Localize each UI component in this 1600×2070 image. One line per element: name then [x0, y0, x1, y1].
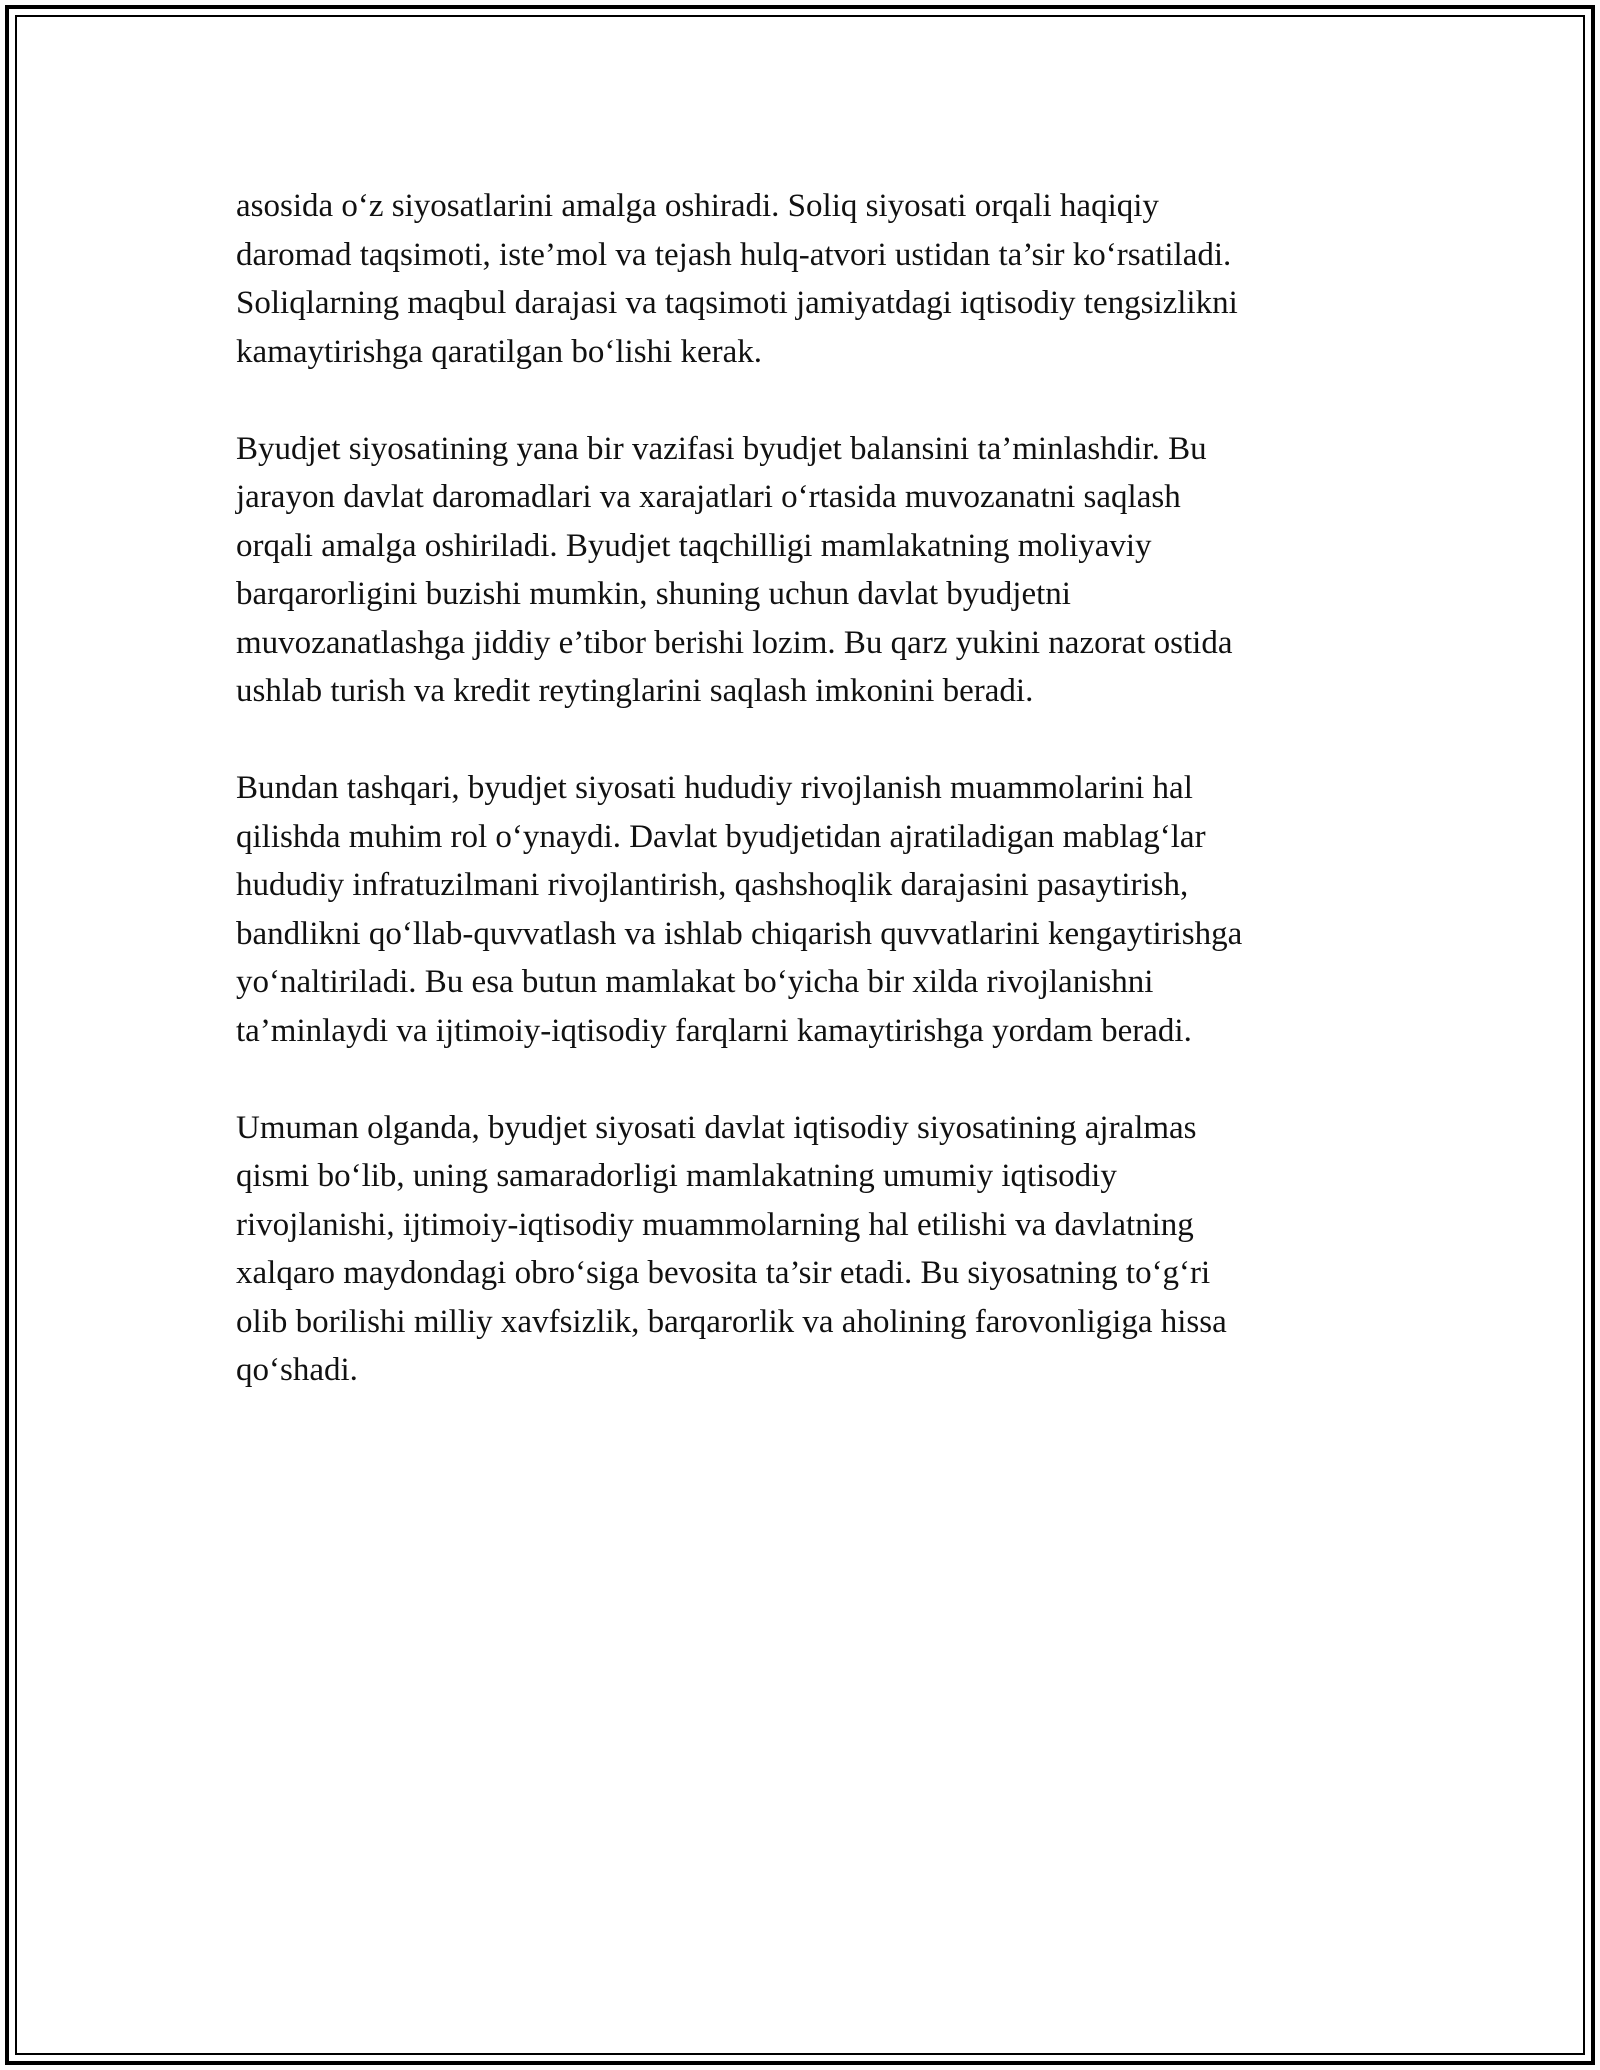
paragraph-regional-development: Bundan tashqari, byudjet siyosati hududiy rivojlanish muammolarini hal qilishda muhim rol o‘ynaydi. Davlat byudjetidan ajratiladigan mablag‘lar hududiy infratuzilmani rivojlantirish, qashshoqlik darajasini pasaytirish, bandlikni qo‘llab-quvvatlash va ishlab chiqarish quvvatlarini kengaytirishga yo‘naltiriladi. Bu esa butun mamlakat bo‘yicha bir xilda rivojlanishni ta’minlaydi va ijtimoiy-iqtisodiy farqlarni kamaytirishga yordam beradi. — [236, 770, 1243, 1049]
document-body — [236, 182, 1366, 1443]
paragraph-budget-balance: Byudjet siyosatining yana bir vazifasi byudjet balansini ta’minlashdir. Bu jarayon davlat daromadlari va xarajatlari o‘rtasida muvozanatni saqlash orqali amalga oshiriladi. Byudjet taqchilligi mamlakatning moliyaviy barqarorligini buzishi mumkin, shuning uchun davlat byudjetni muvozanatlashga jiddiy e’tibor berishi lozim. Bu qarz yukini nazorat ostida ushlab turish va kredit reytinglarini saqlash imkonini beradi. — [236, 430, 1233, 709]
paragraph-tax-policy: asosida o‘z siyosatlarini amalga oshiradi. Soliq siyosati orqali haqiqiy daromad taqsimoti, iste’mol va tejash hulq-atvori ustidan ta’sir ko‘rsatiladi. Soliqlarning maqbul darajasi va taqsimoti jamiyatdagi iqtisodiy tengsizlikni kamaytirishga qaratilgan bo‘lishi kerak. — [236, 188, 1238, 370]
paragraph-conclusion: Umuman olganda, byudjet siyosati davlat iqtisodiy siyosatining ajralmas qismi bo‘lib, uning samaradorligi mamlakatning umumiy iqtisodiy rivojlanishi, ijtimoiy-iqtisodiy muammolarning hal etilishi va davlatning xalqaro maydondagi obro‘siga bevosita ta’sir etadi. Bu siyosatning to‘g‘ri olib borilishi milliy xavfsizlik, barqarorlik va aholining farovonligiga hissa qo‘shadi. — [236, 1109, 1227, 1388]
